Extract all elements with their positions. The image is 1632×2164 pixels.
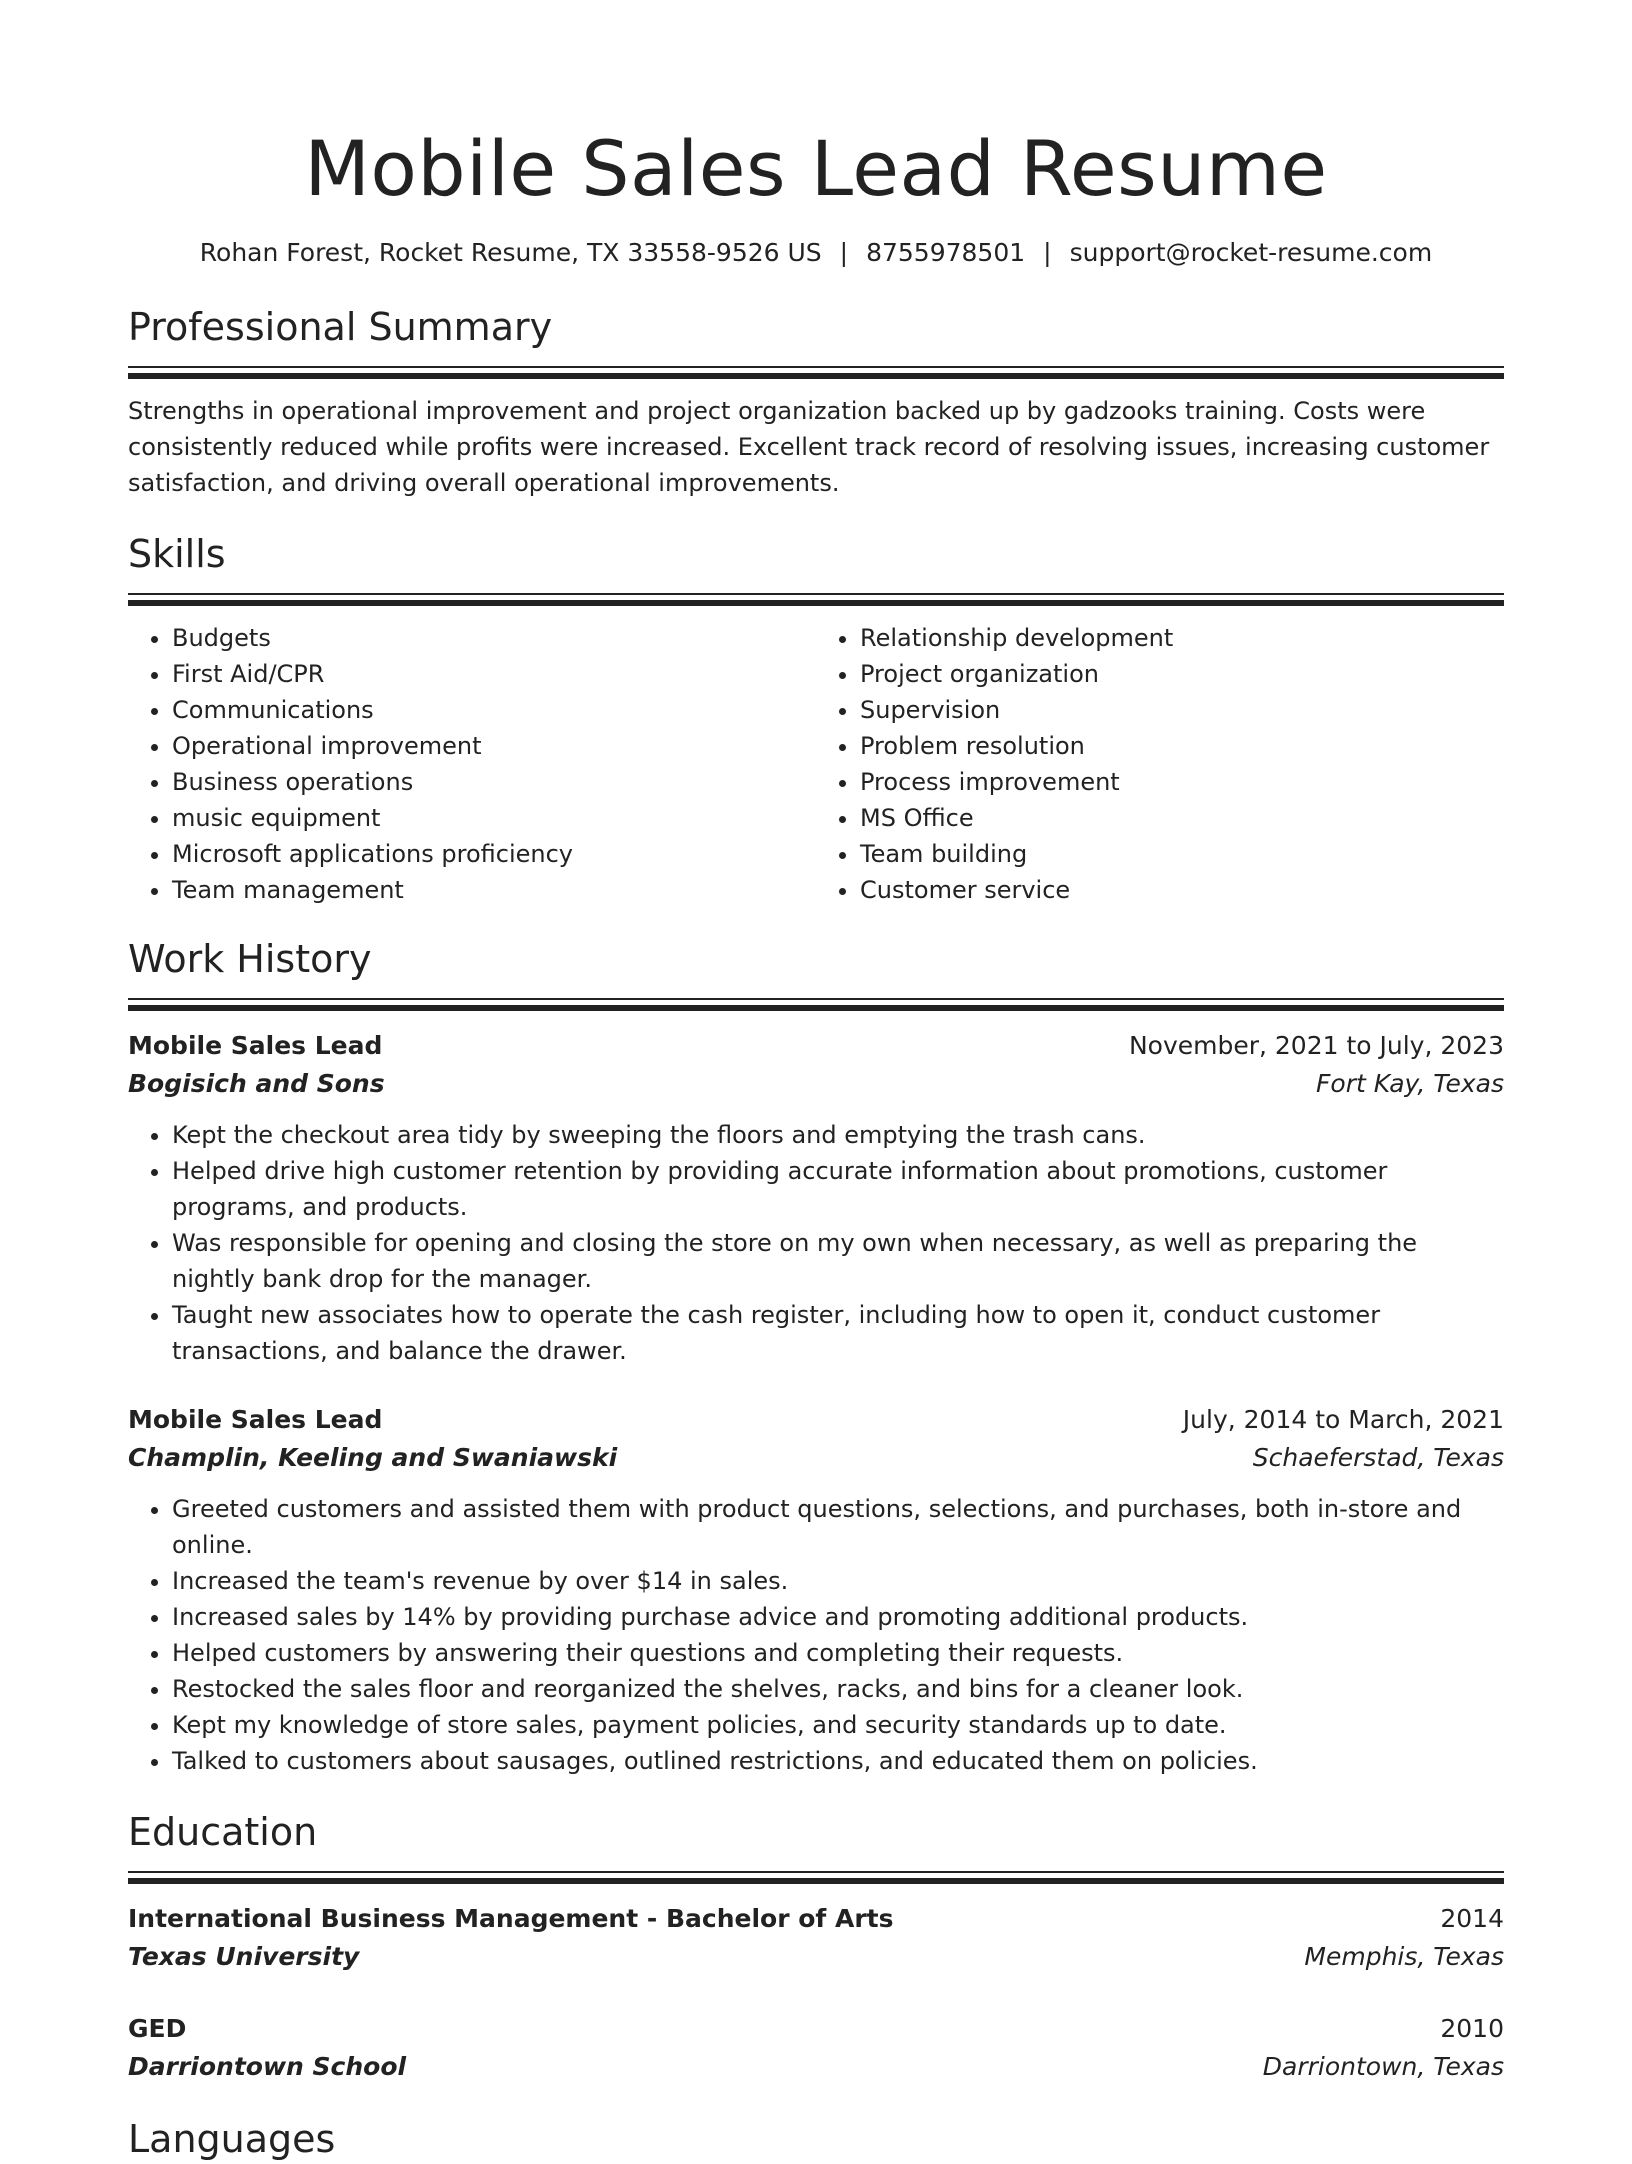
job-bullet: • Restocked the sales floor and reorganized the shelves, racks, and bins for a cleaner look. — [172, 1671, 1504, 1707]
contact-separator: | — [1043, 238, 1052, 267]
resume-page — [128, 120, 1504, 2164]
skill-item: • Microsoft applications proficiency — [172, 836, 816, 872]
education-header-row — [128, 2010, 1504, 2048]
section-divider — [128, 593, 1504, 606]
skills-columns — [128, 620, 1504, 908]
work-history-heading: Work History — [128, 937, 372, 981]
job-title: Mobile Sales Lead — [128, 1405, 383, 1434]
skills-list-left — [128, 620, 816, 908]
education-entry — [128, 1900, 1504, 1976]
skill-item: • MS Office — [860, 800, 1504, 836]
education-section — [128, 1807, 1504, 2086]
skill-item: • Team building — [860, 836, 1504, 872]
languages-heading: Languages — [128, 2117, 336, 2161]
job-header-row — [128, 1401, 1504, 1439]
languages-section — [128, 2114, 1504, 2164]
skill-item: • Communications — [172, 692, 816, 728]
job-dates: July, 2014 to March, 2021 — [1182, 1405, 1504, 1434]
education-degree: GED — [128, 2014, 187, 2043]
contact-separator: | — [839, 238, 849, 267]
skill-item: • Operational improvement — [172, 728, 816, 764]
job-bullet: • Helped customers by answering their questions and completing their requests. — [172, 1635, 1504, 1671]
section-divider — [128, 998, 1504, 1011]
job-company: Champlin, Keeling and Swaniawski — [128, 1443, 618, 1472]
job-dates: November, 2021 to July, 2023 — [1128, 1031, 1504, 1060]
work-history-section — [128, 934, 1504, 1779]
skill-item: • Problem resolution — [860, 728, 1504, 764]
contact-phone: 8755978501 — [866, 238, 1026, 267]
skills-heading: Skills — [128, 532, 226, 576]
skill-item: • Customer service — [860, 872, 1504, 908]
job-bullet: • Greeted customers and assisted them with product questions, selections, and purchases, both in-store and online. — [172, 1491, 1504, 1563]
job-bullet: • Was responsible for opening and closing the store on my own when necessary, as well as preparing the nightly bank drop for the manager. — [172, 1225, 1504, 1297]
education-school-row — [128, 2048, 1504, 2086]
job-bullets — [128, 1117, 1504, 1369]
education-year: 2014 — [1440, 1904, 1504, 1933]
skill-item: • Team management — [172, 872, 816, 908]
job-bullet: • Increased sales by 14% by providing purchase advice and promoting additional products. — [172, 1599, 1504, 1635]
skill-item: • Business operations — [172, 764, 816, 800]
job-bullet: • Taught new associates how to operate the cash register, including how to open it, conduct customer transactions, and balance the drawer. — [172, 1297, 1504, 1369]
job-bullet: • Kept the checkout area tidy by sweeping the floors and emptying the trash cans. — [172, 1117, 1504, 1153]
job-bullet: • Kept my knowledge of store sales, payment policies, and security standards up to date. — [172, 1707, 1504, 1743]
education-location: Darriontown, Texas — [1262, 2052, 1504, 2081]
summary-text: Strengths in operational improvement and project organization backed up by gadzooks training. Costs were consistently reduced while profits were increased. Excellent track record of resolving issues, increasing customer satisfaction, and driving overall operational improvements. — [128, 397, 1490, 497]
education-degree: International Business Management - Bachelor of Arts — [128, 1904, 894, 1933]
document-title: Mobile Sales Lead Resume — [304, 124, 1328, 213]
education-header-row — [128, 1900, 1504, 1938]
job-bullet: • Increased the team's revenue by over $14 in sales. — [172, 1563, 1504, 1599]
job-bullet: • Helped drive high customer retention by providing accurate information about promotions, customer programs, and products. — [172, 1153, 1504, 1225]
section-divider — [128, 366, 1504, 379]
contact-address: Rohan Forest, Rocket Resume, TX 33558-9526 US — [199, 238, 822, 267]
skill-item: • Project organization — [860, 656, 1504, 692]
education-location: Memphis, Texas — [1304, 1942, 1504, 1971]
job-location: Schaeferstad, Texas — [1252, 1443, 1504, 1472]
education-heading: Education — [128, 1810, 318, 1854]
job-entry — [128, 1027, 1504, 1369]
education-entry — [128, 2010, 1504, 2086]
job-entry — [128, 1401, 1504, 1779]
skill-item: • Relationship development — [860, 620, 1504, 656]
summary-heading: Professional Summary — [128, 305, 553, 349]
skill-item: • music equipment — [172, 800, 816, 836]
job-location: Fort Kay, Texas — [1316, 1069, 1504, 1098]
education-year: 2010 — [1440, 2014, 1504, 2043]
skills-section — [128, 529, 1504, 908]
education-school: Texas University — [128, 1942, 360, 1971]
summary-section — [128, 302, 1504, 501]
job-bullet: • Talked to customers about sausages, outlined restrictions, and educated them on policies. — [172, 1743, 1504, 1779]
job-title: Mobile Sales Lead — [128, 1031, 383, 1060]
education-school: Darriontown School — [128, 2052, 407, 2081]
skill-item: • Process improvement — [860, 764, 1504, 800]
contact-line — [128, 236, 1504, 270]
job-bullets — [128, 1491, 1504, 1779]
skill-item: • Budgets — [172, 620, 816, 656]
job-company-row — [128, 1439, 1504, 1477]
job-header-row — [128, 1027, 1504, 1065]
section-divider — [128, 1871, 1504, 1884]
contact-email: support@rocket-resume.com — [1069, 238, 1433, 267]
skills-list-right — [816, 620, 1504, 908]
job-company: Bogisich and Sons — [128, 1069, 385, 1098]
skill-item: • First Aid/CPR — [172, 656, 816, 692]
skill-item: • Supervision — [860, 692, 1504, 728]
job-company-row — [128, 1065, 1504, 1103]
education-school-row — [128, 1938, 1504, 1976]
